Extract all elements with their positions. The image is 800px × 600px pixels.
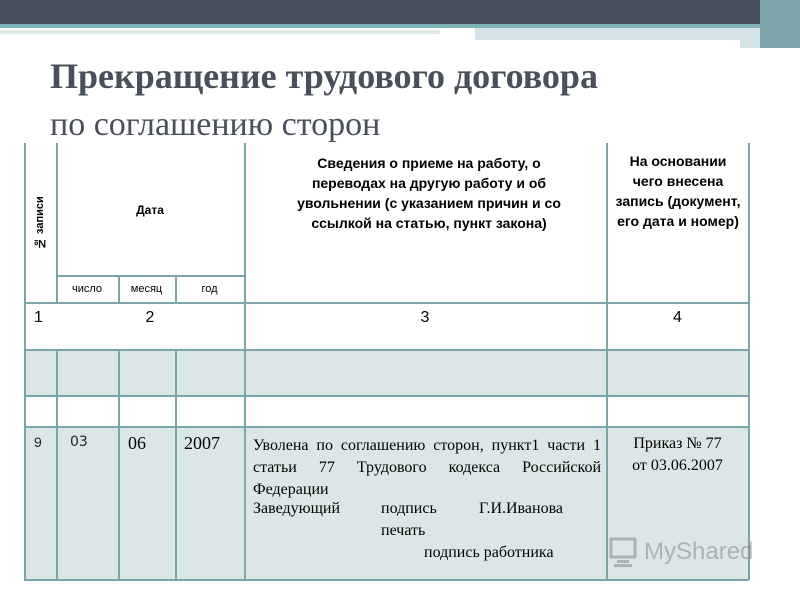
- table-divider: [24, 302, 749, 304]
- page-title: Прекращение трудового договора: [50, 56, 598, 96]
- employee-signature-label: подпись работника: [424, 544, 554, 561]
- watermark-logo-icon: [608, 536, 642, 570]
- record-number: 9: [34, 434, 42, 450]
- watermark-text: MyShared: [644, 538, 754, 565]
- signer-role: Заведующий: [253, 500, 341, 517]
- watermark: [608, 536, 768, 570]
- basis-header: На основании чего внесена запись (документ, его дата и номер): [615, 153, 741, 229]
- table-divider: [24, 579, 749, 581]
- month-header: месяц: [130, 283, 163, 295]
- header-block-gap: [475, 40, 740, 48]
- record-day: 03: [70, 434, 88, 450]
- column-number: 2: [145, 309, 155, 326]
- table-divider: [56, 275, 244, 277]
- signature-label: подпись: [381, 500, 437, 517]
- stamp-label: печать: [381, 522, 426, 539]
- date-header: Дата: [136, 203, 164, 217]
- day-header: число: [71, 283, 103, 295]
- column-number: 4: [673, 309, 682, 326]
- header-bar: [0, 0, 760, 24]
- table-divider: [56, 349, 58, 580]
- page-subtitle: по соглашению сторон: [50, 106, 381, 143]
- table-divider: [56, 143, 58, 302]
- table-row: [24, 350, 749, 395]
- column-number: 3: [420, 309, 430, 326]
- record-month: 06: [128, 433, 146, 453]
- record-year: 2007: [184, 433, 220, 453]
- column-number: 1: [34, 309, 43, 326]
- table-divider: [24, 395, 749, 397]
- header-corner-block: [760, 0, 800, 48]
- table-divider: [24, 426, 749, 428]
- table-divider: [24, 349, 749, 351]
- basis-order: Приказ № 77: [633, 435, 722, 452]
- header-light-stripe: [0, 30, 440, 34]
- table-divider: [606, 143, 608, 580]
- work-record-table: [24, 143, 749, 580]
- record-number-header: № записи: [34, 196, 46, 249]
- table-divider: [748, 143, 750, 580]
- info-header: Сведения о приеме на работу, о переводах на другую работу и об увольнении (с указанием причин и со ссылкой на статью, пункт закона): [297, 155, 561, 231]
- basis-date: от 03.06.2007: [632, 457, 723, 474]
- table-divider: [118, 349, 120, 580]
- record-text: Уволена по соглашению сторон, пункт1 части 1 статьи 77 Трудового кодекса Российской Федерации: [253, 437, 601, 498]
- table-divider: [175, 349, 177, 580]
- signer-name: Г.И.Иванова: [479, 500, 564, 517]
- table-divider: [244, 143, 246, 580]
- table-divider: [24, 143, 26, 580]
- year-header: год: [201, 283, 218, 295]
